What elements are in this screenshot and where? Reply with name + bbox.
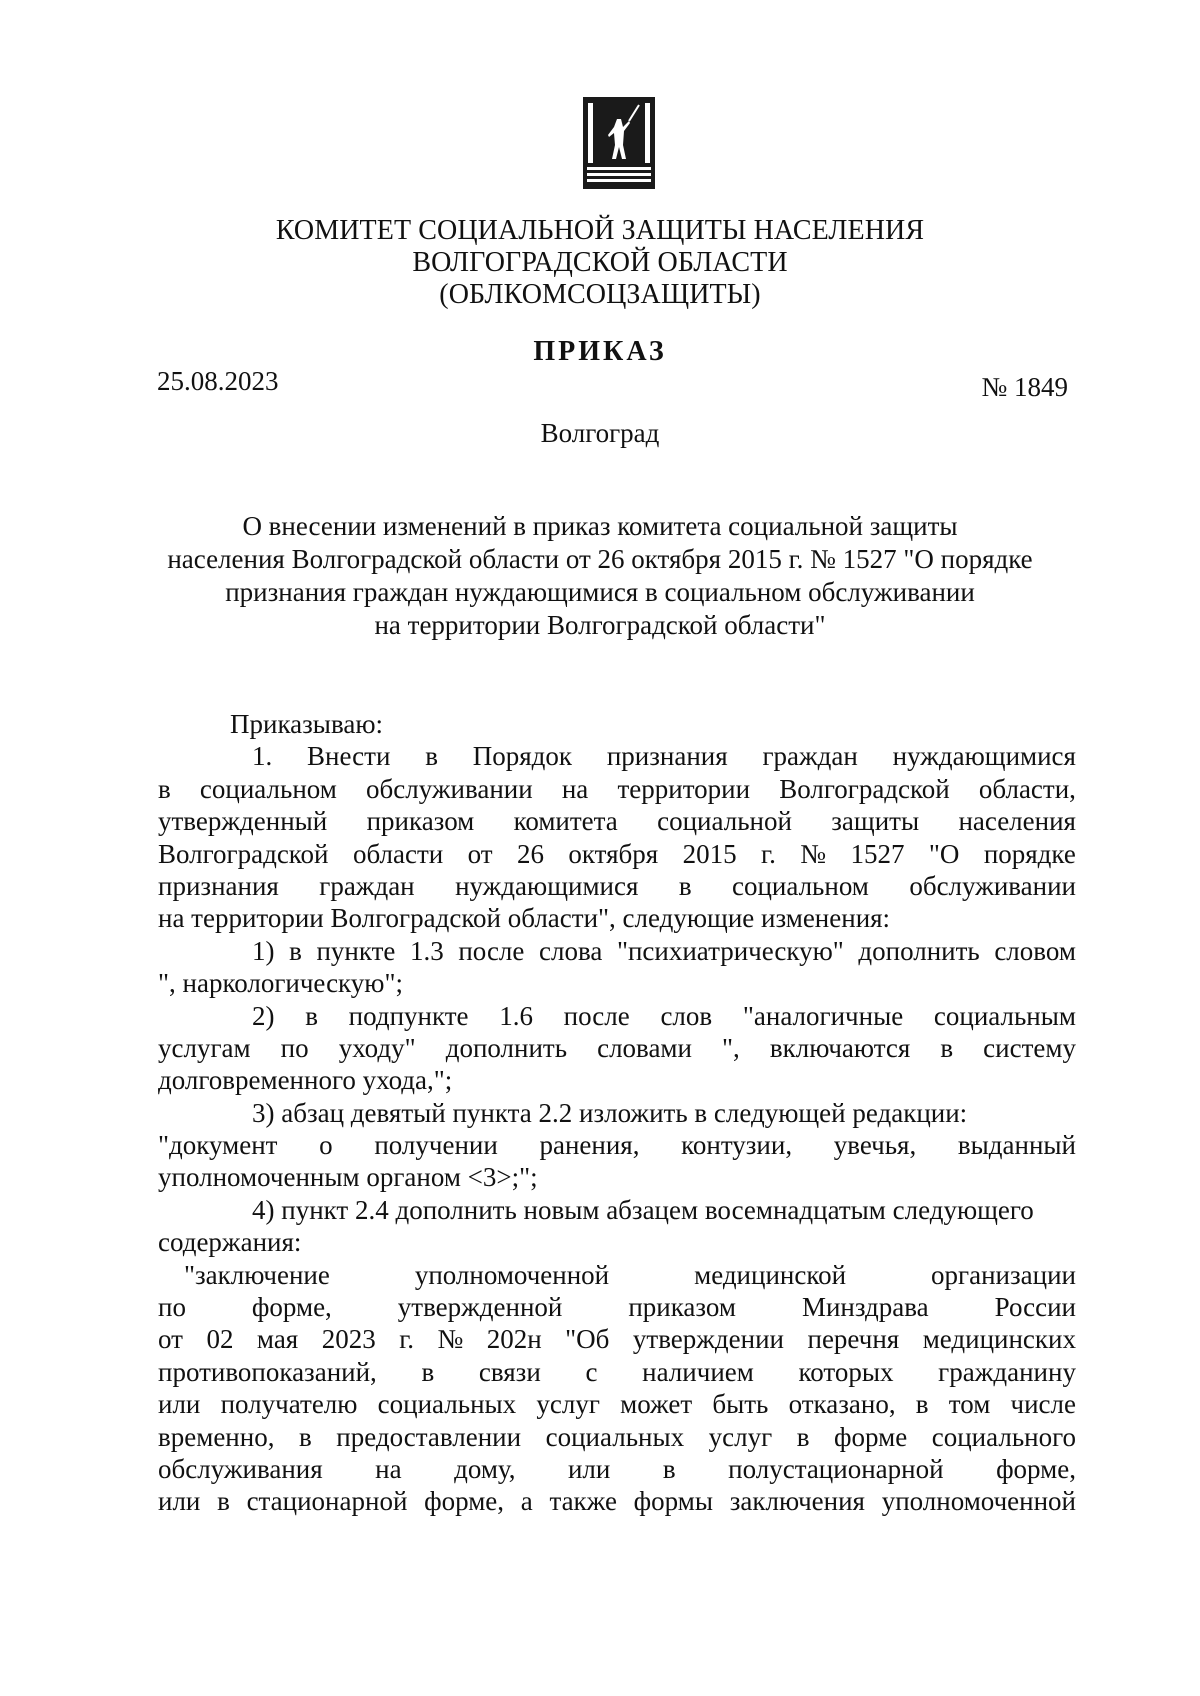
word: 1527 [850,838,905,869]
word: с [585,1356,598,1387]
word: или [567,1453,611,1484]
word: включаются [769,1032,911,1063]
word: социальных [377,1389,517,1420]
word: связи [478,1356,541,1387]
word: "О [928,838,960,869]
word: "психиатрическую" [616,935,844,966]
word: о [319,1130,333,1161]
word: октября [568,838,659,869]
word: Внести [307,741,391,772]
word: г. [761,838,776,869]
word: стационарной [246,1486,408,1517]
body-line: Приказываю: [230,709,383,739]
word: после [458,935,525,966]
word: может [620,1389,693,1420]
word: населения [958,806,1076,837]
word: получении [374,1130,498,1161]
word: территории [617,773,751,804]
body-line: уполномоченным органом <3>;"; [158,1162,538,1193]
body-line [158,838,1076,870]
word: в [217,1486,230,1517]
word: пункте [316,935,396,966]
title-line: населения Волгоградской области от 26 октября 2015 г. № 1527 "О порядке [167,544,1033,574]
word: услуг [536,1389,600,1420]
word: уполномоченной [881,1486,1076,1517]
word: формы [633,1486,713,1517]
word: числе [1010,1389,1076,1420]
word: слова [539,935,603,966]
org-name-abbreviation: (ОБЛКОМСОЦЗАЩИТЫ) [439,279,761,310]
word: утвержденный [158,806,328,837]
org-name-line-1: КОМИТЕТ СОЦИАЛЬНОЙ ЗАЩИТЫ НАСЕЛЕНИЯ [275,215,925,246]
word: 2023 [321,1324,376,1355]
word: также [549,1486,617,1517]
word: перечня [807,1324,900,1355]
body-line: долговременного ухода,"; [158,1065,453,1096]
word: 1.3 [409,935,444,966]
word: "заключение [184,1259,330,1290]
word: по [280,1032,309,1063]
word: в [289,935,302,966]
document-body [158,708,1076,1518]
word: том [948,1389,991,1420]
body-line [158,1000,1076,1032]
word: быть [712,1389,769,1420]
body-line [158,1421,1076,1453]
body-line: содержания: [158,1227,302,1258]
body-line [158,870,1076,902]
word: на [561,773,589,804]
word: систему [983,1032,1076,1063]
title-line: на территории Волгоградской области" [374,610,826,640]
word: социального [931,1421,1076,1452]
body-line: 3) абзац девятый пункта 2.2 изложить в следующей редакции: [252,1097,968,1128]
word: признания [606,741,728,772]
word: увечья, [833,1130,917,1161]
word: в [796,1421,810,1452]
document-city: Волгоград [540,418,660,448]
word: мая [256,1324,299,1355]
word: граждан [762,741,858,772]
word: дому, [454,1453,516,1484]
word: ", [722,1032,740,1063]
document-number: № 1849 [981,372,1068,402]
word: приказом [628,1292,736,1323]
body-line [158,805,1076,837]
word: 1) [252,935,275,966]
body-line [158,1485,1076,1517]
word: 26 [517,838,544,869]
word: 2) [252,1000,275,1031]
word: в [425,741,438,772]
word: № [800,838,827,869]
body-line: ", наркологическую"; [158,968,403,999]
title-line: О внесении изменений в приказ комитета социальной защиты [242,511,958,541]
word: или [158,1389,201,1420]
word: гражданину [938,1356,1076,1387]
word: 02 [206,1324,234,1355]
word: уходу" [338,1032,416,1063]
word: защиты [831,806,920,837]
body-line [158,1323,1076,1355]
word: уполномоченной [414,1259,610,1290]
word: утвержденной [397,1292,563,1323]
word: социальным [933,1000,1076,1031]
body-line: на территории Волгоградской области", следующие изменения: [158,903,891,934]
word: полустационарной [728,1453,944,1484]
word: 1.6 [499,1000,533,1031]
body-line [158,1356,1076,1388]
word: контузии, [681,1130,793,1161]
body-line [158,1453,1076,1485]
word: приказом [366,806,475,837]
word: дополнить [858,935,980,966]
word: обслуживания [158,1453,323,1484]
word: подпункте [348,1000,469,1031]
word: в [421,1356,435,1387]
body-line [158,740,1076,772]
body-line [158,1032,1076,1064]
word: на [375,1453,402,1484]
word: форме, [996,1453,1076,1484]
word: "Об [565,1324,610,1355]
word: г. [399,1324,414,1355]
word: комитета [513,806,618,837]
word: в [158,773,171,804]
word: "документ [158,1130,278,1161]
word: от [158,1324,183,1355]
title-line: признания граждан нуждающимися в социальном обслуживании [225,577,975,607]
word: в [299,1421,312,1452]
document-date: 25.08.2023 [157,366,279,396]
body-line [158,1388,1076,1420]
word: 2015 [682,838,737,869]
word: "аналогичные [742,1000,904,1031]
word: в [305,1000,318,1031]
word: признания [158,870,279,901]
word: в [678,870,692,901]
word: 202н [486,1324,542,1355]
word: по [158,1292,186,1323]
body-line: 4) пункт 2.4 дополнить новым абзацем восемнадцатым следующего [252,1194,1034,1225]
word: граждан [319,870,415,901]
word: получателю [220,1389,358,1420]
word: медицинских [922,1324,1076,1355]
word: словом [994,935,1076,966]
word: порядке [983,838,1076,869]
word: дополнить [445,1032,568,1063]
volgograd-coat-of-arms-icon [583,97,655,189]
word: Волгоградской [158,838,329,869]
word: выданный [957,1130,1076,1161]
word: социальных [545,1421,685,1452]
word: наличием [642,1356,754,1387]
word: ранения, [539,1130,640,1161]
word: заключения [729,1486,865,1517]
word: нуждающимися [892,741,1076,772]
word: организации [931,1259,1076,1290]
document-title [130,510,1070,642]
word: Волгоградской [779,773,950,804]
word: России [994,1292,1076,1323]
word: от [467,838,493,869]
word: № [437,1324,464,1355]
word: в [915,1389,929,1420]
org-name-line-2: ВОЛГОГРАДСКОЙ ОБЛАСТИ [412,247,788,278]
word: а [520,1486,533,1517]
word: нуждающимися [455,870,639,901]
word: после [563,1000,630,1031]
word: области [352,838,444,869]
word: Минздрава [801,1292,929,1323]
body-line [158,1291,1076,1323]
body-line [158,1129,1076,1161]
word: обслуживании [909,870,1076,901]
word: форме [834,1421,908,1452]
word: области, [978,773,1076,804]
word: социальном [199,773,337,804]
word: противопоказаний, [158,1356,377,1387]
word: социальном [731,870,869,901]
body-line [158,1259,1076,1291]
document-type: ПРИКАЗ [533,336,667,367]
word: услугам [158,1032,251,1063]
body-line [158,935,1076,967]
word: Порядок [472,741,573,772]
word: временно, [158,1421,275,1452]
word: обслуживании [366,773,533,804]
word: утверждении [632,1324,785,1355]
word: социальной [657,806,792,837]
word: которых [798,1356,894,1387]
word: словами [597,1032,692,1063]
word: предоставлении [336,1421,522,1452]
word: услуг [708,1421,773,1452]
word: в [940,1032,954,1063]
word: в [662,1453,676,1484]
word: 1. [252,741,273,772]
word: или [158,1486,201,1517]
body-line [158,773,1076,805]
word: форме, [424,1486,505,1517]
word: слов [660,1000,713,1031]
word: медицинской [694,1259,847,1290]
word: форме, [251,1292,332,1323]
word: отказано, [788,1389,896,1420]
